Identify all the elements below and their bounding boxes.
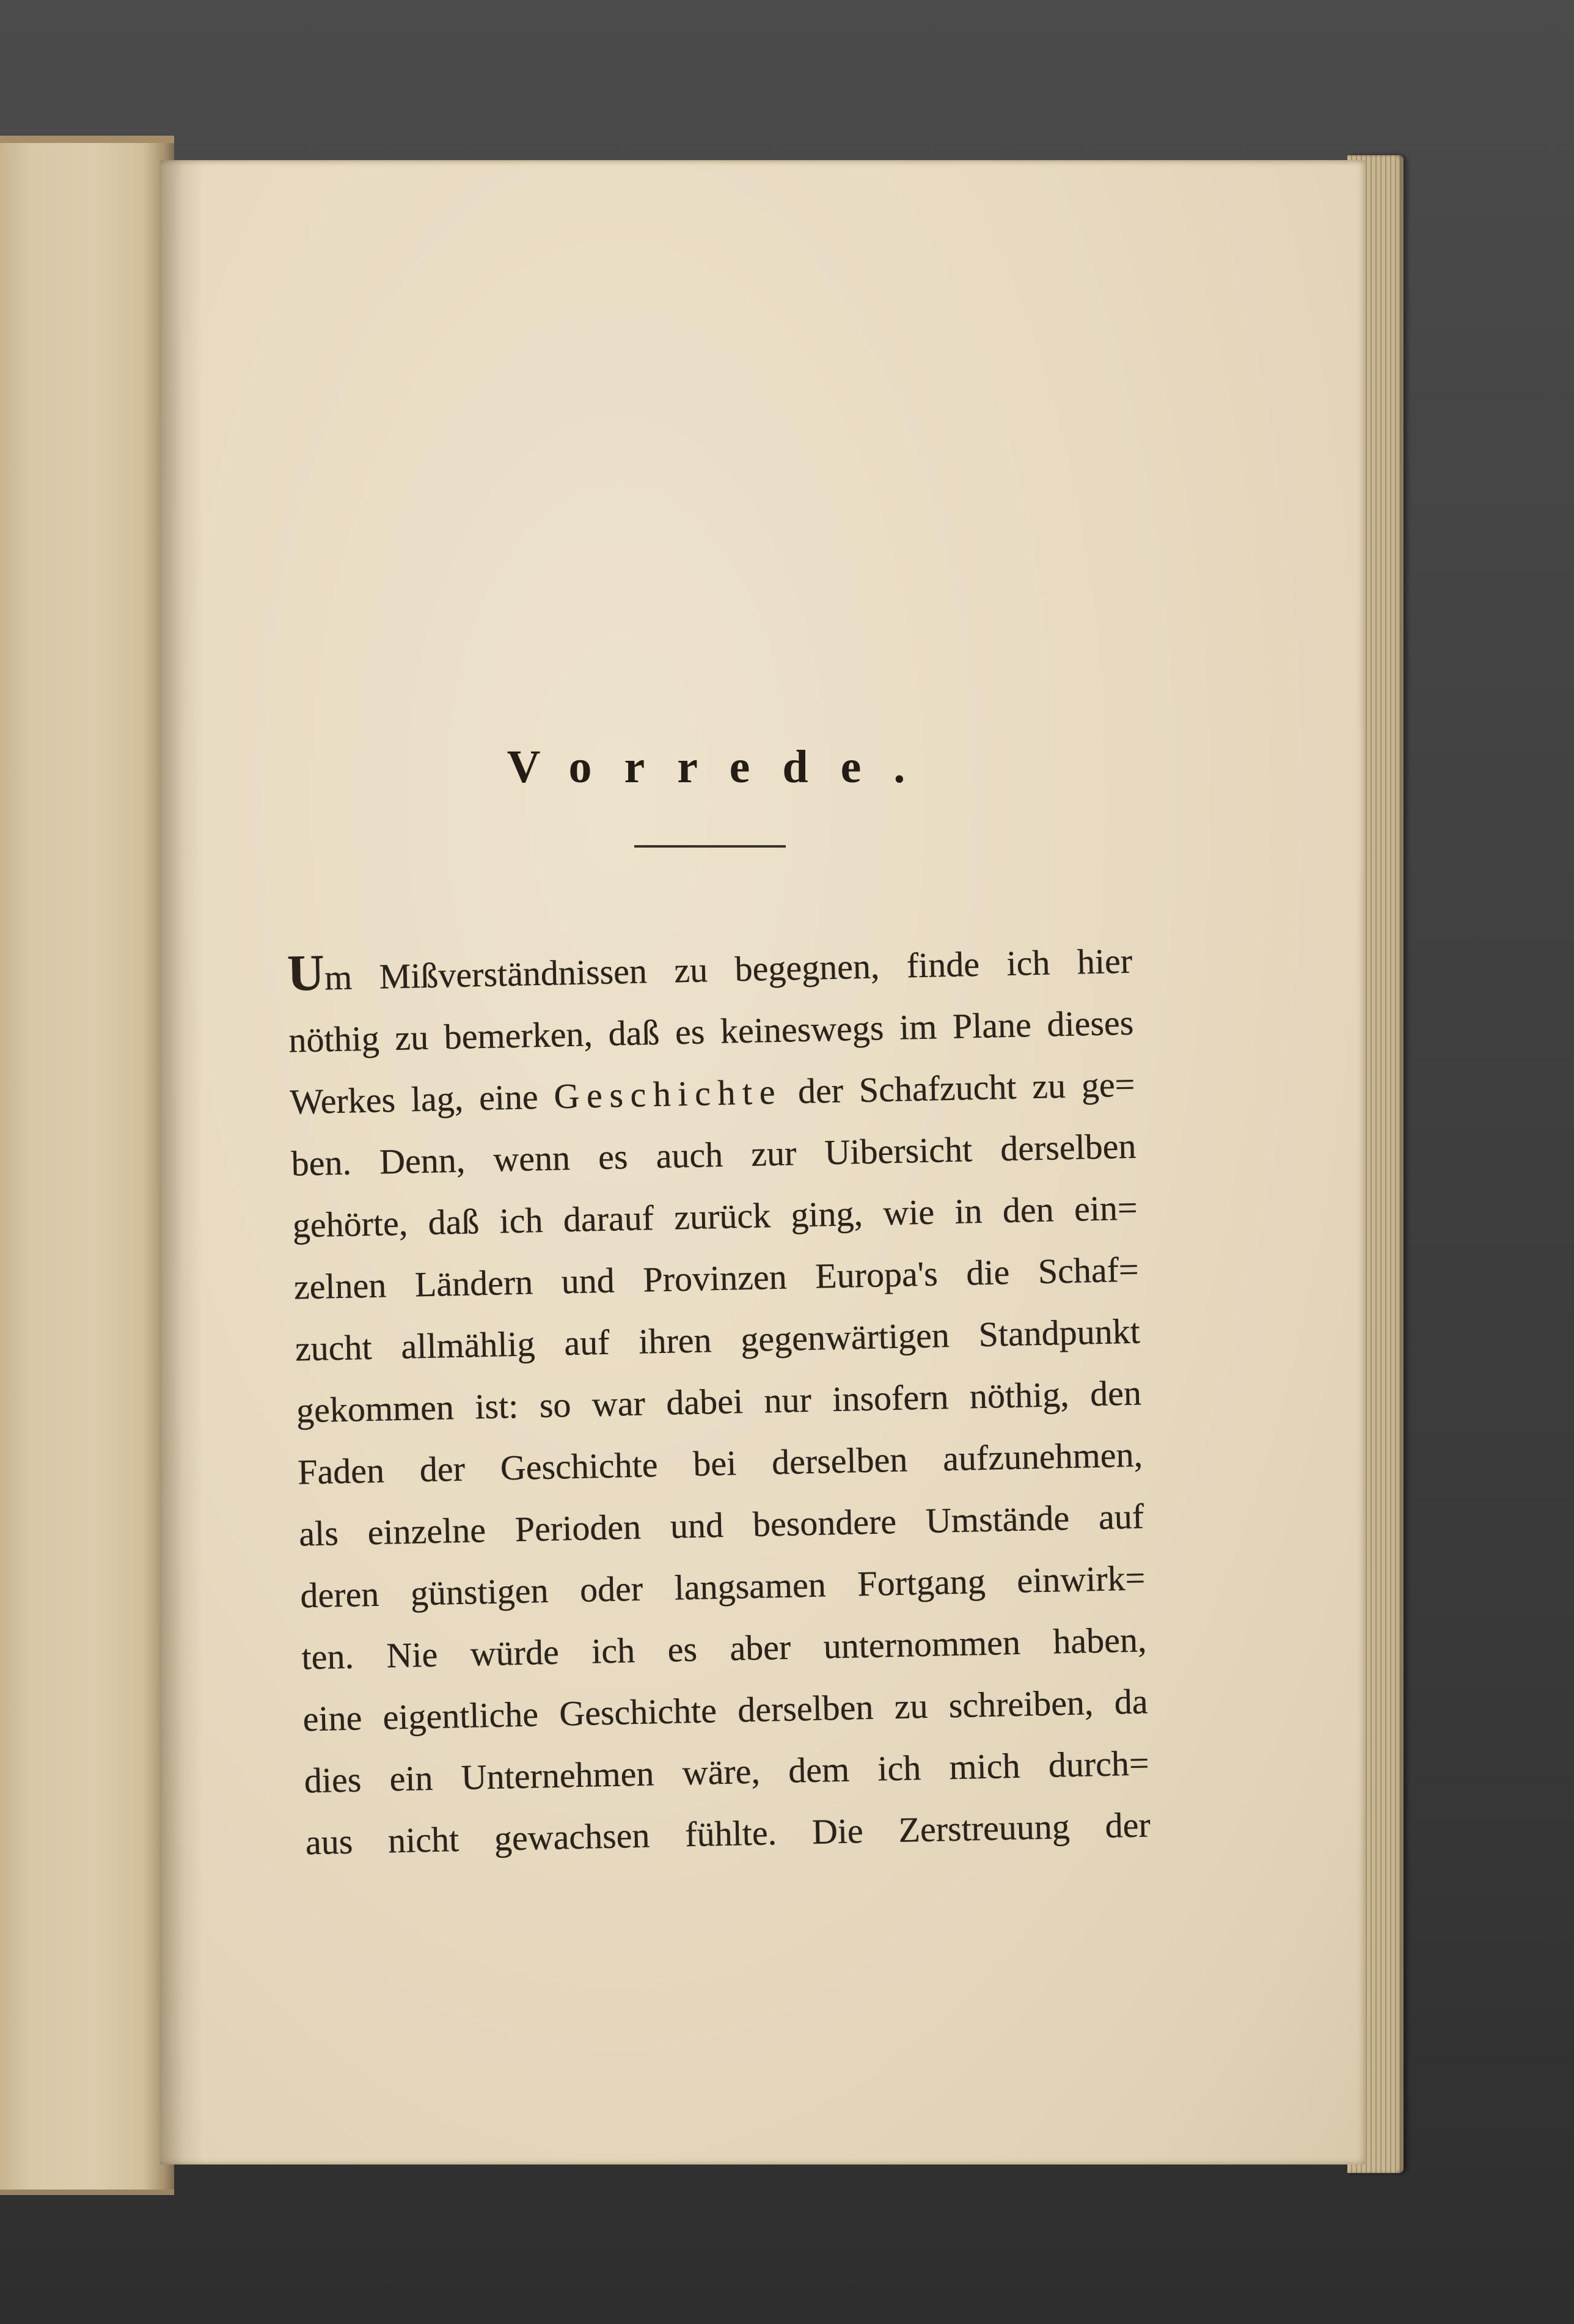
gutter-shadow <box>160 160 203 2165</box>
text-line-6: zelnen Ländern und Provinzen Europa's die Schaf= <box>293 1249 1140 1307</box>
text-line-12: ten. Nie würde ich es aber unternommen haben, <box>301 1619 1147 1677</box>
text-line-7: zucht allmählig auf ihren gegenwärtigen Standpunkt <box>295 1311 1141 1369</box>
page-heading: Vorrede. <box>507 741 938 793</box>
text-line-2: nöthig zu bemerken, daß es keineswegs im Plane dieses <box>288 1002 1134 1060</box>
text-line-9: Faden der Geschichte bei derselben aufzunehmen, <box>297 1434 1143 1492</box>
left-page <box>0 136 174 2195</box>
text-line-3-start: Werkes lag, eine <box>289 1077 539 1122</box>
text-line-14: dies ein Unternehmen wäre, dem ich mich durch= <box>304 1743 1150 1801</box>
text-line-10: als einzelne Perioden und besondere Umstände auf <box>298 1496 1144 1554</box>
heading-rule <box>634 845 786 848</box>
text-line-13: eine eigentliche Geschichte derselben zu schreiben, da <box>302 1681 1149 1739</box>
body-text <box>287 930 1151 1874</box>
text-line-11: deren günstigen oder langsamen Fortgang einwirk= <box>299 1558 1146 1616</box>
right-page <box>160 160 1365 2165</box>
text-line-3-end: der Schafzucht zu ge= <box>797 1064 1135 1112</box>
text-line-8: gekommen ist: so war dabei nur insofern nöthig, den <box>296 1373 1142 1431</box>
text-line-5: gehörte, daß ich darauf zurück ging, wie in den ein= <box>292 1187 1138 1245</box>
text-line-1: Um Mißverständnissen zu begegnen, finde ich hier <box>287 940 1133 1002</box>
emphasized-word: Geschichte <box>553 1071 783 1116</box>
text-line-4: ben. Denn, wenn es auch zur Uibersicht derselben <box>291 1126 1137 1184</box>
text-line-15: aus nicht gewachsen fühlte. Die Zerstreuung der <box>305 1805 1151 1863</box>
